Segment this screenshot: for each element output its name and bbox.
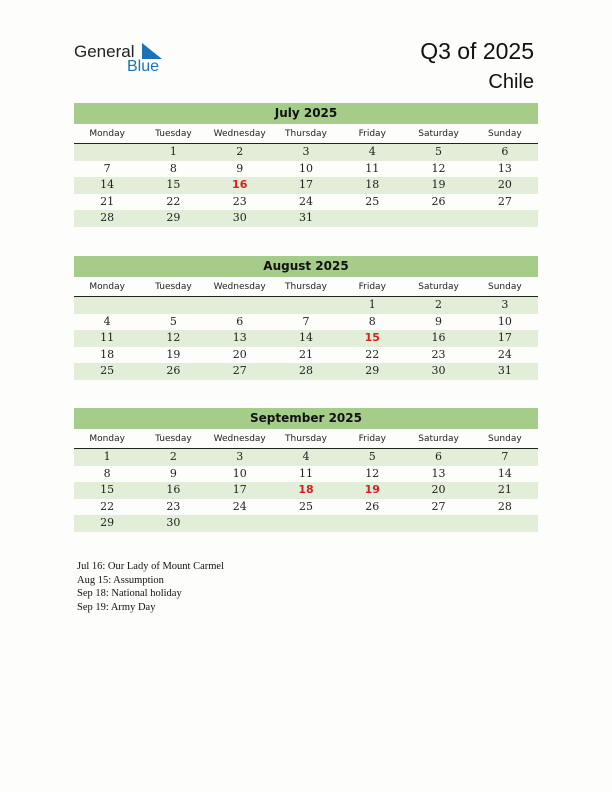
date-cell: 9 <box>169 466 177 480</box>
holiday-date-cell: 18 <box>298 483 314 496</box>
date-cell: 17 <box>298 178 313 191</box>
weekday-label: Thursday <box>285 434 327 444</box>
date-cell: 14 <box>497 466 512 480</box>
week-row <box>74 144 538 161</box>
weekday-label: Thursday <box>285 282 327 292</box>
date-cell: 4 <box>103 314 111 328</box>
date-cell: 6 <box>501 145 509 158</box>
date-cell: 13 <box>497 161 512 175</box>
holiday-note: Jul 16: Our Lady of Mount Carmel <box>77 561 224 572</box>
date-cell: 9 <box>236 161 244 175</box>
date-cell: 13 <box>232 331 247 344</box>
weekday-header-row <box>74 279 538 297</box>
weekday-label: Friday <box>358 282 386 292</box>
country-label: Chile <box>488 71 534 93</box>
weekday-label: Tuesday <box>155 282 192 292</box>
date-cell: 3 <box>501 298 509 311</box>
date-cell: 7 <box>302 314 310 328</box>
weekday-label: Monday <box>89 434 125 444</box>
date-cell: 16 <box>166 483 181 496</box>
date-cell: 20 <box>232 347 247 361</box>
date-cell: 30 <box>166 516 181 529</box>
date-cell: 15 <box>166 178 181 191</box>
date-cell: 1 <box>103 450 111 463</box>
date-cell <box>207 297 273 314</box>
weekday-header-row <box>74 126 538 144</box>
date-cell: 2 <box>169 450 177 463</box>
date-cell: 12 <box>365 466 380 480</box>
week-row <box>74 499 538 516</box>
weekday-label: Wednesday <box>213 129 266 139</box>
weekday-label: Tuesday <box>155 434 192 444</box>
date-cell <box>140 297 206 314</box>
date-cell: 22 <box>100 499 115 513</box>
date-cell: 28 <box>497 499 512 513</box>
date-cell: 10 <box>232 466 247 480</box>
date-cell: 24 <box>497 347 512 361</box>
date-cell: 17 <box>497 331 512 344</box>
date-cell: 26 <box>166 364 181 377</box>
date-cell: 3 <box>302 145 310 158</box>
weekday-header-row <box>74 431 538 449</box>
week-row <box>74 314 538 331</box>
week-row <box>74 330 538 347</box>
weekday-label: Monday <box>89 129 125 139</box>
date-cell: 12 <box>431 161 446 175</box>
date-cell <box>273 297 339 314</box>
date-cell <box>472 210 538 227</box>
date-cell: 8 <box>368 314 376 328</box>
holiday-date-cell: 16 <box>232 178 248 191</box>
date-cell: 20 <box>497 178 512 191</box>
date-cell: 16 <box>431 331 446 344</box>
week-row <box>74 194 538 211</box>
date-cell: 11 <box>298 466 313 480</box>
date-cell <box>339 210 405 227</box>
date-cell <box>339 515 405 532</box>
date-cell: 5 <box>368 450 376 463</box>
date-cell: 11 <box>365 161 380 175</box>
date-cell: 22 <box>166 194 181 208</box>
logo-text-blue: Blue <box>127 58 160 75</box>
date-cell: 27 <box>431 499 446 513</box>
date-cell: 8 <box>169 161 177 175</box>
date-cell: 10 <box>298 161 313 175</box>
holiday-note: Sep 19: Army Day <box>77 601 156 613</box>
weekday-label: Friday <box>358 434 386 444</box>
holiday-date-cell: 19 <box>364 483 380 496</box>
week-row <box>74 297 538 314</box>
logo-mark-icon <box>142 43 164 59</box>
date-cell: 15 <box>100 483 115 496</box>
date-cell: 27 <box>497 194 512 208</box>
date-cell: 26 <box>365 499 380 513</box>
date-cell: 2 <box>435 298 443 311</box>
weekday-label: Sunday <box>487 129 522 139</box>
date-cell: 23 <box>232 194 247 208</box>
month-title: August 2025 <box>74 256 538 277</box>
week-row <box>74 363 538 380</box>
weekday-label: Wednesday <box>213 434 266 444</box>
date-cell: 29 <box>166 211 181 224</box>
date-cell: 13 <box>431 466 446 480</box>
weekday-label: Saturday <box>418 129 459 139</box>
date-cell: 20 <box>431 483 446 496</box>
date-cell <box>207 515 273 532</box>
week-row <box>74 515 538 532</box>
date-cell <box>405 515 471 532</box>
week-row <box>74 161 538 178</box>
month-calendar <box>74 103 538 227</box>
date-cell: 23 <box>166 499 181 513</box>
date-cell: 3 <box>236 450 244 463</box>
date-cell: 17 <box>232 483 247 496</box>
weekday-label: Friday <box>358 129 386 139</box>
date-cell <box>273 515 339 532</box>
date-cell: 24 <box>298 194 313 208</box>
date-cell: 21 <box>100 194 115 208</box>
logo <box>74 42 174 78</box>
date-cell: 26 <box>431 194 446 208</box>
month-calendar <box>74 408 538 532</box>
date-cell <box>74 144 140 161</box>
date-cell: 19 <box>431 178 446 191</box>
date-cell: 25 <box>365 194 380 208</box>
date-cell: 21 <box>298 347 313 361</box>
date-cell: 14 <box>100 178 115 191</box>
month-title: September 2025 <box>74 408 538 429</box>
weekday-label: Sunday <box>487 282 522 292</box>
date-cell: 21 <box>497 483 512 496</box>
weekday-label: Sunday <box>487 434 522 444</box>
month-calendar <box>74 256 538 380</box>
date-cell: 24 <box>232 499 247 513</box>
holiday-notes <box>77 560 224 614</box>
date-cell: 7 <box>501 450 509 463</box>
date-cell: 8 <box>103 466 111 480</box>
weekday-label: Tuesday <box>155 129 192 139</box>
date-cell: 4 <box>368 145 376 158</box>
date-cell: 18 <box>365 178 380 191</box>
date-cell: 10 <box>497 314 512 328</box>
holiday-note: Aug 15: Assumption <box>77 574 164 586</box>
date-cell: 14 <box>298 331 313 344</box>
date-cell <box>472 515 538 532</box>
date-cell: 1 <box>169 145 177 158</box>
date-cell: 5 <box>435 145 443 158</box>
date-cell: 7 <box>103 161 111 175</box>
date-cell: 2 <box>236 145 244 158</box>
date-cell: 30 <box>232 211 247 224</box>
week-row <box>74 466 538 483</box>
date-cell <box>74 297 140 314</box>
logo-text-general: General <box>74 42 135 61</box>
weekday-label: Saturday <box>418 434 459 444</box>
date-cell: 23 <box>431 347 446 361</box>
date-cell <box>405 210 471 227</box>
date-cell: 31 <box>497 364 512 377</box>
week-row <box>74 347 538 364</box>
date-cell: 28 <box>100 211 115 224</box>
date-cell: 29 <box>365 364 380 377</box>
weekday-label: Saturday <box>418 282 459 292</box>
date-cell: 18 <box>100 347 115 361</box>
date-cell: 25 <box>100 364 115 377</box>
date-cell: 9 <box>435 314 443 328</box>
week-row <box>74 210 538 227</box>
date-cell: 19 <box>166 347 181 361</box>
date-cell: 6 <box>236 314 244 328</box>
weekday-label: Monday <box>89 282 125 292</box>
weekday-label: Wednesday <box>213 282 266 292</box>
month-title: July 2025 <box>74 103 538 124</box>
date-cell: 25 <box>298 499 313 513</box>
holiday-note: Sep 18: National holiday <box>77 588 182 599</box>
date-cell: 12 <box>166 331 181 344</box>
date-cell: 4 <box>302 450 310 463</box>
date-cell: 11 <box>100 331 115 344</box>
week-row <box>74 482 538 499</box>
week-row <box>74 177 538 194</box>
date-cell: 28 <box>298 364 313 377</box>
holiday-date-cell: 15 <box>364 331 380 344</box>
date-cell: 30 <box>431 364 446 377</box>
date-cell: 29 <box>100 516 115 529</box>
date-cell: 31 <box>298 211 313 224</box>
date-cell: 1 <box>368 298 376 311</box>
date-cell: 6 <box>435 450 443 463</box>
week-row <box>74 449 538 466</box>
date-cell: 27 <box>232 364 247 377</box>
date-cell: 22 <box>365 347 380 361</box>
date-cell: 5 <box>169 314 177 328</box>
page-title: Q3 of 2025 <box>420 38 534 64</box>
weekday-label: Thursday <box>285 129 327 139</box>
